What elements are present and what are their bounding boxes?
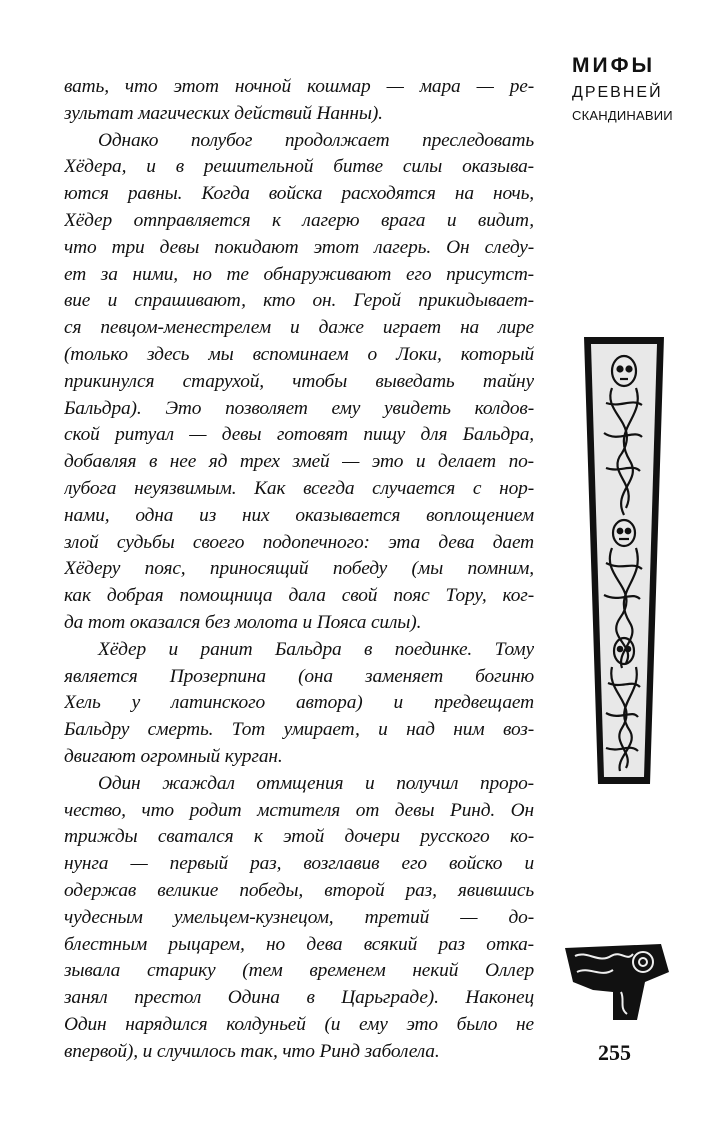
text-line: трижды сватался к этой дочери русского ко- [64, 826, 534, 848]
text-line: Хёдера, и в решительной битве силы оказыва- [64, 156, 534, 178]
text-line: зультат магических действий Нанны). [64, 102, 383, 124]
text-line: да тот оказался без молота и Пояса силы). [64, 611, 422, 633]
text-line: двигают огромный курган. [64, 745, 283, 767]
text-line: Хёдер и ранит Бальдра в поединке. Тому [98, 638, 534, 660]
text-line: ся певцом-менестрелем и даже играет на лире [64, 317, 534, 339]
carved-panel-illustration [576, 333, 672, 788]
text-line: ской ритуал — девы готовят пищу для Бальдра, [64, 424, 534, 446]
header-title: МИФЫ [572, 54, 656, 77]
text-line: нунга — первый раз, возглавив его войско и [64, 853, 534, 875]
text-line: (только здесь мы вспоминаем о Локи, который [64, 343, 534, 365]
text-line: Хёдеру пояс, приносящий победу (мы помним, [64, 558, 534, 580]
text-line: вие и спрашивают, кто он. Герой прикидывает- [64, 290, 534, 312]
text-line: что три девы покидают этот лагерь. Он следу- [64, 236, 534, 258]
text-line: чудесным умельцем-кузнецом, третий — до- [64, 906, 534, 928]
text-line: добавляя в нее яд трех змей — это и делает по- [64, 451, 534, 473]
text-line: занял престол Одина в Царьграде). Наконец [64, 987, 534, 1009]
text-line: ются равны. Когда войска расходятся на ночь, [64, 183, 534, 205]
text-line: нами, одна из них оказывается воплощением [64, 504, 534, 526]
text-line: зывала старику (тем временем некий Оллер [64, 960, 534, 982]
text-line: Бальдра). Это позволяет ему увидеть колдов- [64, 397, 534, 419]
header-subtitle: ДРЕВНЕЙ [572, 84, 663, 101]
header-subtitle-2: СКАНДИНАВИИ [572, 108, 673, 123]
text-line: Однако полубог продолжает преследовать [98, 129, 534, 151]
text-line: лубога неуязвимым. Как всегда случается с нор- [64, 477, 534, 499]
running-header [572, 54, 672, 123]
text-line: Хёдер отправляется к лагерю врага и видит, [64, 209, 534, 231]
text-line: впервой), и случилось так, что Ринд заболела. [64, 1040, 440, 1062]
body-text [64, 74, 534, 1065]
carved-fragment-illustration [563, 942, 673, 1022]
text-line: Хель у латинского автора) и предвещает [64, 692, 534, 714]
text-line: злой судьбы своего подопечного: эта дева дает [64, 531, 534, 553]
page-number: 255 [598, 1040, 631, 1065]
text-line: Один нарядился колдуньей (и ему это было не [64, 1013, 534, 1035]
text-line: вать, что этот ночной кошмар — мара — ре- [64, 76, 534, 97]
text-line: является Прозерпина (она заменяет богиню [64, 665, 534, 687]
text-line: чество, что родит мстителя от девы Ринд. Он [64, 799, 534, 821]
text-line: как добрая помощница дала свой пояс Тору, ког- [64, 585, 534, 607]
text-line: одержав великие победы, второй раз, явившись [64, 879, 534, 901]
text-line: ет за ними, но те обнаруживают его присутст- [64, 263, 534, 285]
text-line: блестным рыцарем, но дева всякий раз отка- [64, 933, 534, 955]
text-line: прикинулся старухой, чтобы выведать тайну [64, 370, 534, 392]
text-line: Бальдру смерть. Тот умирает, и над ним воз- [64, 719, 534, 741]
text-line: Один жаждал отмщения и получил проро- [98, 772, 534, 794]
